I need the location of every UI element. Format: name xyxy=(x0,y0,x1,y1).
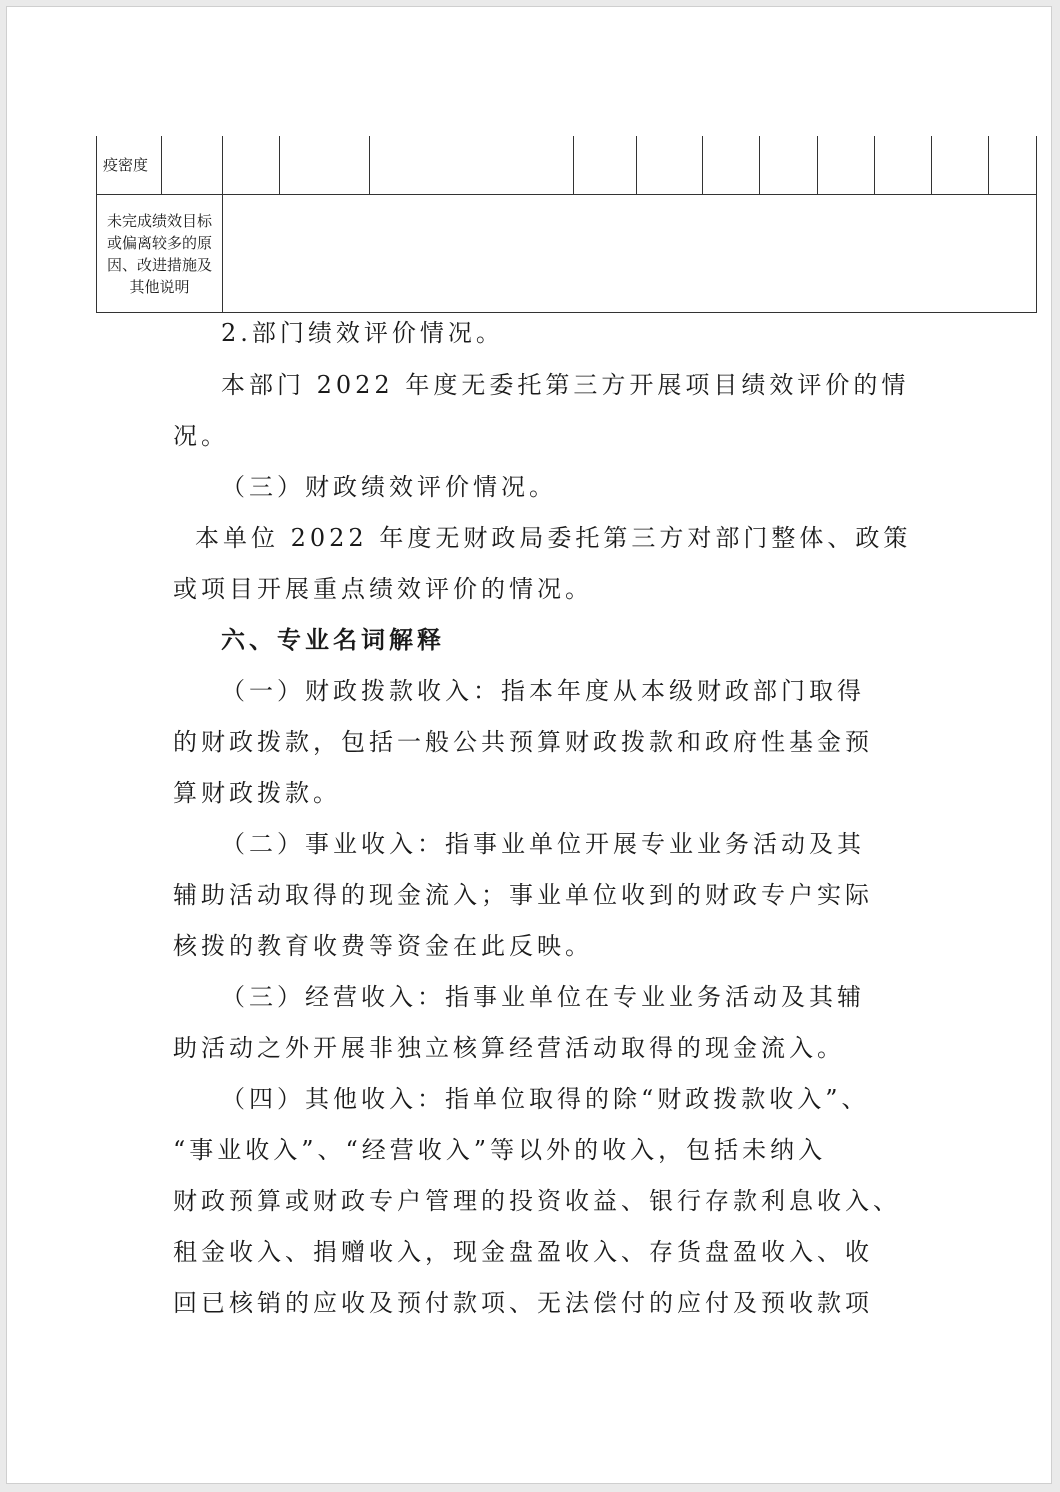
paragraph-line: 核拨的教育收费等资金在此反映。 xyxy=(173,932,593,960)
table-cell xyxy=(370,136,574,195)
row-label-explanation: 未完成绩效目标或偏离较多的原因、改进措施及其他说明 xyxy=(97,195,223,313)
paragraph-line: 况。 xyxy=(173,422,229,450)
table-cell xyxy=(223,136,280,195)
table-cell xyxy=(703,136,760,195)
paragraph-line: 本部门 2022 年度无委托第三方开展项目绩效评价的情 xyxy=(221,371,910,399)
row-label-density: 疫密度 xyxy=(97,136,162,195)
heading-dept-evaluation: 2.部门绩效评价情况。 xyxy=(221,319,504,347)
table-cell xyxy=(637,136,703,195)
paragraph-line: 或项目开展重点绩效评价的情况。 xyxy=(173,575,593,603)
table-cell xyxy=(875,136,932,195)
table-cell xyxy=(760,136,818,195)
section-heading-glossary: 六、专业名词解释 xyxy=(221,625,445,654)
paragraph-line: 本单位 2022 年度无财政局委托第三方对部门整体、政策 xyxy=(195,524,912,552)
paragraph-line: 算财政拨款。 xyxy=(173,779,341,807)
table-row xyxy=(97,195,1037,313)
paragraph-line: 财政预算或财政专户管理的投资收益、银行存款利息收入、 xyxy=(173,1187,901,1215)
table-cell xyxy=(574,136,637,195)
table-row xyxy=(97,136,1037,195)
document-page xyxy=(6,6,1052,1484)
paragraph-line: 助活动之外开展非独立核算经营活动取得的现金流入。 xyxy=(173,1034,845,1062)
paragraph-line: （四）其他收入：指单位取得的除“财政拨款收入”、 xyxy=(221,1085,870,1113)
paragraph-line: “事业收入”、“经营收入”等以外的收入，包括未纳入 xyxy=(173,1136,827,1164)
paragraph-line: （一）财政拨款收入：指本年度从本级财政部门取得 xyxy=(221,677,865,705)
paragraph-line: （二）事业收入：指事业单位开展专业业务活动及其 xyxy=(221,830,865,858)
explanation-cell xyxy=(223,195,1037,313)
paragraph-line: 回已核销的应收及预付款项、无法偿付的应付及预收款项 xyxy=(173,1289,873,1317)
paragraph-line: 租金收入、捐赠收入，现金盘盈收入、存货盘盈收入、收 xyxy=(173,1238,873,1266)
table-cell xyxy=(818,136,875,195)
performance-table xyxy=(96,136,1037,313)
table-cell xyxy=(162,136,223,195)
table-cell xyxy=(989,136,1037,195)
table-cell xyxy=(932,136,989,195)
table-cell xyxy=(280,136,370,195)
heading-fiscal-evaluation: （三）财政绩效评价情况。 xyxy=(221,473,557,501)
paragraph-line: 辅助活动取得的现金流入；事业单位收到的财政专户实际 xyxy=(173,881,873,909)
paragraph-line: （三）经营收入：指事业单位在专业业务活动及其辅 xyxy=(221,983,865,1011)
paragraph-line: 的财政拨款，包括一般公共预算财政拨款和政府性基金预 xyxy=(173,728,873,756)
